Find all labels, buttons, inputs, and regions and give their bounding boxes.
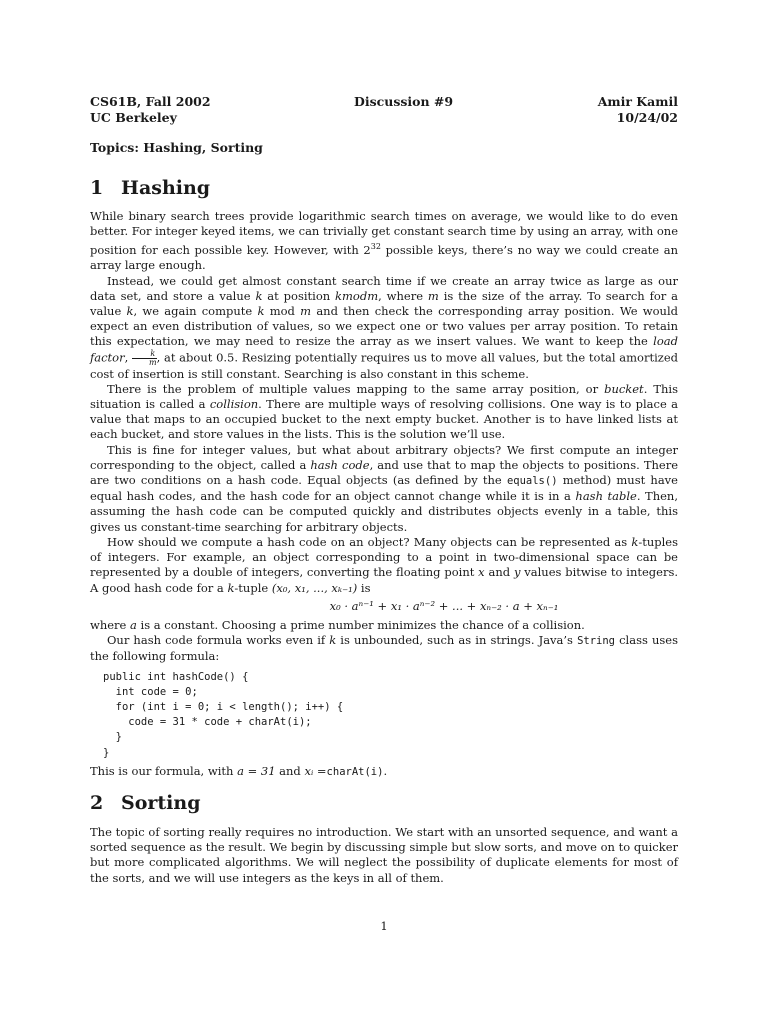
- paragraph: This is our formula, with a = 31 and xᵢ =charAt(i).: [90, 763, 388, 778]
- header-course-block: [90, 94, 211, 126]
- header-author: Amir Kamil: [597, 94, 678, 109]
- header-school: UC Berkeley: [90, 110, 177, 125]
- paragraph: This is fine for integer values, but what about arbitrary objects? We first compute an integer corresponding to the object, called a hash code, and use that to map the objects to positions. There are two conditions on a hash code. Equal objects (as defined by the equals() method) must have equal hash codes, and the hash code for an object cannot change while it is in a hash table. Then, assuming the hash code can be computed quickly and distributes objects evenly in a table, this gives us constant-time searching for arbitrary objects.: [90, 442, 679, 534]
- paragraph: How should we compute a hash code on an object? Many objects can be represented as k-tuples of integers. For example, an object corresponding to a point in two-dimensional space can be represented by a double of integers, converting the floating point x and y values bitwise to integers. A good hash code for a k-tuple (x₀, x₁, ..., xₖ₋₁) is: [90, 534, 679, 595]
- section-1-body: [90, 209, 678, 780]
- header-date: 10/24/02: [616, 110, 678, 125]
- section-1-number: 1: [90, 177, 104, 199]
- paragraph: where a is a constant. Choosing a prime number minimizes the chance of a collision.: [90, 617, 585, 632]
- section-2-number: 2: [90, 792, 104, 814]
- paragraph: There is the problem of multiple values mapping to the same array position, or bucket. This situation is called a collision. There are multiple ways of resolving collisions. One way is to place a value that maps to an occupied bucket to the next empty bucket. Another is to have linked lists at each bucket, and store values in the lists. This is the solution we’ll use.: [90, 381, 678, 442]
- section-2-title: Sorting: [121, 792, 201, 814]
- paragraph: Our hash code formula works even if k is unbounded, such as in strings. Java’s String class uses the following formula:: [90, 633, 678, 664]
- section-2-body: [90, 825, 678, 886]
- hash-formula: x₀ · aⁿ⁻¹ + x₁ · aⁿ⁻² + ... + xₙ₋₂ · a + xₙ₋₁: [329, 598, 559, 613]
- page-number: 1: [380, 919, 388, 933]
- header-discussion: Discussion #9: [354, 94, 454, 109]
- hashcode-code-block: public int hashCode() { int code = 0; for (int i = 0; i < length(); i++) { code = 31 * code + charAt(i); } }: [103, 670, 344, 759]
- paragraph: The topic of sorting really requires no introduction. We start with an unsorted sequence, and want a sorted sequence as the result. We begin by discussing simple but slow sorts, and move on to quicker but more complicated algorithms. We will neglect the possibility of duplicate elements for most of the sorts, and we will use integers as the keys in all of them.: [90, 825, 678, 885]
- section-1-heading: [90, 177, 210, 199]
- section-1-title: Hashing: [121, 177, 211, 199]
- paragraph: Instead, we could get almost constant search time if we create an array twice as large as our data set, and store a value k at position kmodm, where m is the size of the array. To search for a value k, we again compute k mod m and then check the corresponding array position. We would expect an even distribution of values, so we expect one or two values per array position. To retain this expectation, we may need to resize the array as we insert values. We want to keep the load factor, $\frac{k}{m}$ , at about 0.5. Resizing potentially requires us to move all values, but the total amortized cost of insertion is still constant. Searching is also constant in this scheme.: [90, 273, 678, 381]
- header-course: CS61B, Fall 2002: [90, 94, 211, 109]
- header-author-block: [598, 94, 678, 126]
- section-2-heading: [90, 792, 201, 814]
- topics-line: Topics: Hashing, Sorting: [90, 140, 263, 155]
- load-factor-fraction: $\frac{k}{m}$: [132, 350, 157, 367]
- paragraph: While binary search trees provide logarithmic search times on average, we would like to do even better. For integer keyed items, we can trivially get constant search time by using an array, with one position for each possible key. However, with $2^{32}$ possible keys, there’s no way we could create an array large enough.: [90, 209, 679, 273]
